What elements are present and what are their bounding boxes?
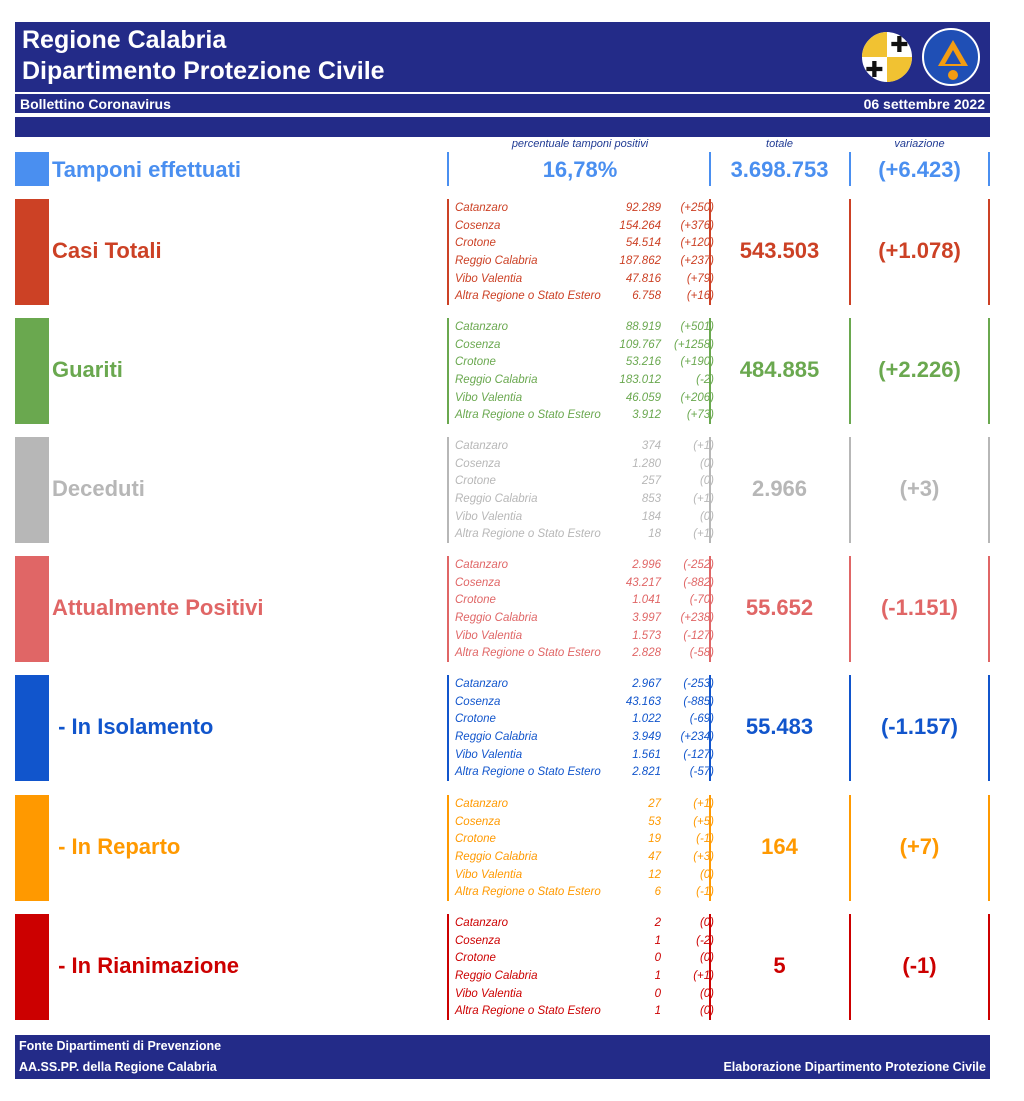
province-delta: (-127) [683,748,714,761]
province-row [455,407,717,425]
province-delta: (+1) [693,493,714,506]
province-name: Altra Regione o Stato Estero [455,528,601,541]
province-delta: (+1) [693,440,714,452]
province-delta: (0) [699,917,714,929]
province-name: Cosenza [455,695,501,708]
province-name: Altra Regione o Stato Estero [455,1005,601,1018]
attualmente-positivi-label: Attualmente Positivi [52,595,264,620]
province-name: Catanzaro [455,202,509,214]
province-value: 88.919 [625,321,661,333]
province-row [455,491,717,509]
province-name: Reggio Calabria [455,970,538,983]
deceduti-variation: (+3) [899,476,940,501]
province-name: Cosenza [455,576,501,589]
divider [447,318,449,424]
province-value: 0 [654,952,661,965]
deceduti-label: Deceduti [52,476,145,501]
province-name: Catanzaro [455,440,509,452]
province-row [455,235,717,253]
province-row [455,438,717,456]
province-row [455,218,717,236]
province-delta: (-885) [683,695,714,708]
province-name: Vibo Valentia [455,272,523,285]
footer-source-2: AA.SS.PP. della Regione Calabria [19,1060,217,1074]
province-delta: (-69) [689,713,714,726]
tamponi-variation: (+6.423) [878,157,961,182]
province-name: Reggio Calabria [455,851,538,864]
in-rianimazione-variation: (-1) [902,953,937,978]
province-value: 43.217 [625,576,661,589]
province-row [455,694,717,712]
divider [447,556,449,662]
guariti-province-list [455,319,717,425]
province-row [455,288,717,306]
calabria-crest-icon: ✚ ✚ [860,30,914,84]
province-delta: (+120) [680,237,714,250]
province-value: 1.573 [632,629,661,642]
in-rianimazione-swatch [15,914,49,1020]
row-deceduti [15,437,990,543]
attualmente-positivi-province-list [455,557,717,663]
divider [988,437,990,543]
province-name: Vibo Valentia [455,748,523,761]
guariti-variation: (+2.226) [878,357,961,382]
province-row [455,557,717,575]
province-delta: (-127) [683,629,714,642]
province-row [455,645,717,663]
province-row [455,1003,717,1021]
row-casi-totali [15,199,990,305]
province-name: Crotone [455,475,496,488]
province-value: 154.264 [619,219,661,232]
province-name: Crotone [455,952,496,965]
variation-column-header: variazione [894,138,945,150]
province-delta: (+5) [693,815,714,828]
province-name: Altra Regione o Stato Estero [455,409,601,422]
province-delta: (+237) [680,255,714,268]
tamponi-total: 3.698.753 [730,157,829,182]
province-row [455,473,717,491]
province-delta: (+16) [686,290,714,303]
divider [849,437,851,543]
province-value: 2 [654,917,661,929]
province-value: 92.289 [625,202,661,214]
province-delta: (-2) [696,934,714,947]
row-in-rianimazione [15,914,990,1020]
province-value: 43.163 [625,695,661,708]
province-row [455,592,717,610]
casi-totali-province-list [455,200,717,306]
guariti-total: 484.885 [739,357,820,382]
divider [988,152,990,186]
province-value: 1.041 [632,594,661,607]
province-name: Vibo Valentia [455,868,523,881]
attualmente-positivi-variation: (-1.151) [880,595,959,620]
province-row [455,950,717,968]
province-name: Reggio Calabria [455,255,538,268]
province-value: 12 [648,868,661,881]
province-delta: (+238) [680,612,714,625]
divider [447,675,449,781]
divider [988,556,990,662]
province-row [455,628,717,646]
footer-bar [15,1035,990,1079]
divider [447,795,449,901]
province-name: Catanzaro [455,917,509,929]
in-reparto-variation: (+7) [899,834,940,859]
row-attualmente-positivi [15,556,990,662]
province-row [455,884,717,902]
attualmente-positivi-total: 55.652 [745,595,814,620]
province-delta: (0) [699,457,714,470]
province-name: Catanzaro [455,798,509,810]
province-value: 187.862 [619,255,661,268]
province-delta: (+1) [693,970,714,983]
province-value: 3.997 [632,612,661,625]
province-delta: (0) [699,475,714,488]
province-name: Crotone [455,833,496,846]
province-delta: (+501) [680,321,714,333]
bulletin-title: Bollettino Coronavirus [20,96,171,112]
in-rianimazione-province-list [455,915,717,1021]
province-value: 0 [654,987,661,1000]
province-delta: (+190) [680,356,714,369]
province-value: 3.912 [632,409,661,422]
header-bar [15,22,990,115]
province-delta: (0) [699,510,714,523]
casi-totali-label: Casi Totali [52,238,162,263]
province-name: Crotone [455,356,496,369]
province-row [455,610,717,628]
province-delta: (+376) [680,219,714,232]
province-name: Catanzaro [455,321,509,333]
divider [988,914,990,1020]
province-value: 19 [648,833,661,846]
guariti-label: Guariti [52,357,123,382]
province-delta: (-882) [683,576,714,589]
casi-totali-variation: (+1.078) [878,238,961,263]
province-row [455,200,717,218]
title-region: Regione Calabria [22,26,227,54]
province-name: Vibo Valentia [455,987,523,1000]
province-name: Cosenza [455,219,501,232]
province-value: 2.821 [632,766,661,779]
province-row [455,933,717,951]
province-delta: (+1) [693,798,714,810]
row-tamponi [15,152,990,187]
province-row [455,390,717,408]
province-value: 54.514 [625,237,661,250]
province-row [455,253,717,271]
divider [988,318,990,424]
province-delta: (-253) [683,678,714,690]
pct-column-header: percentuale tamponi positivi [511,138,649,150]
deceduti-total: 2.966 [751,476,808,501]
province-delta: (+250) [680,202,714,214]
subheader-bar [15,92,990,115]
province-value: 47.816 [625,272,661,285]
province-row [455,509,717,527]
province-value: 2.828 [632,647,661,660]
province-delta: (0) [699,987,714,1000]
deceduti-swatch [15,437,49,543]
province-name: Altra Regione o Stato Estero [455,766,601,779]
divider [849,199,851,305]
divider [849,152,851,186]
in-reparto-province-list [455,796,717,902]
in-isolamento-total: 55.483 [745,714,814,739]
province-delta: (+3) [693,851,714,864]
province-name: Crotone [455,594,496,607]
divider [988,199,990,305]
in-reparto-total: 164 [761,834,798,859]
row-guariti [15,318,990,424]
in-reparto-label: - In Reparto [52,834,181,859]
in-isolamento-province-list [455,676,717,782]
divider [849,318,851,424]
divider [709,152,711,186]
in-isolamento-swatch [15,675,49,781]
province-row [455,354,717,372]
province-row [455,764,717,782]
divider [447,914,449,1020]
province-row [455,676,717,694]
province-value: 1.561 [632,748,661,761]
province-name: Reggio Calabria [455,374,538,387]
footer-elaboration: Elaborazione Dipartimento Protezione Civile [723,1060,986,1074]
province-name: Crotone [455,713,496,726]
province-row [455,456,717,474]
province-value: 3.949 [632,731,661,744]
province-value: 1 [654,970,661,983]
province-delta: (+79) [686,272,714,285]
province-name: Vibo Valentia [455,629,523,642]
province-delta: (-252) [683,559,714,571]
province-value: 184 [641,510,661,523]
province-value: 1.022 [632,713,661,726]
province-value: 18 [648,528,661,541]
in-rianimazione-label: - In Rianimazione [52,953,240,978]
in-rianimazione-total: 5 [773,953,786,978]
province-row [455,915,717,933]
province-name: Cosenza [455,934,501,947]
province-delta: (+1) [693,528,714,541]
header-band [15,117,990,137]
divider [988,675,990,781]
province-name: Cosenza [455,815,501,828]
guariti-swatch [15,318,49,424]
divider [447,152,449,186]
protezione-civile-logo-icon [922,28,980,86]
province-name: Reggio Calabria [455,612,538,625]
province-value: 109.767 [619,338,661,351]
province-row [455,372,717,390]
province-row [455,747,717,765]
province-row [455,968,717,986]
province-name: Altra Regione o Stato Estero [455,647,601,660]
divider [849,675,851,781]
province-delta: (-2) [696,374,714,387]
province-value: 1 [654,1005,661,1018]
tamponi-label: Tamponi effettuati [52,157,242,182]
province-name: Altra Regione o Stato Estero [455,886,601,899]
province-row [455,849,717,867]
bulletin-date: 06 settembre 2022 [863,96,985,112]
province-value: 53 [648,815,661,828]
province-name: Vibo Valentia [455,510,523,523]
province-value: 27 [648,798,661,810]
province-row [455,986,717,1004]
province-delta: (+206) [680,391,714,404]
province-delta: (0) [699,952,714,965]
province-value: 6 [654,886,661,899]
province-value: 47 [648,851,661,864]
casi-totali-swatch [15,199,49,305]
province-delta: (0) [699,868,714,881]
in-isolamento-variation: (-1.157) [880,714,959,739]
footer-source-1: Fonte Dipartimenti di Prevenzione [19,1039,222,1053]
province-value: 6.758 [632,290,661,303]
province-value: 183.012 [619,374,661,387]
title-department: Dipartimento Protezione Civile [22,57,385,85]
row-in-reparto [15,795,990,901]
province-value: 1.280 [632,457,661,470]
province-value: 374 [641,440,661,452]
province-delta: (-1) [696,886,714,899]
province-value: 53.216 [625,356,661,369]
divider [447,437,449,543]
province-row [455,575,717,593]
province-delta: (0) [699,1005,714,1018]
divider [849,914,851,1020]
province-row [455,337,717,355]
divider [849,556,851,662]
province-value: 46.059 [625,391,661,404]
total-column-header: totale [766,138,793,150]
province-row [455,711,717,729]
province-value: 1 [654,934,661,947]
tamponi-pct: 16,78% [542,157,618,182]
province-delta: (+73) [686,409,714,422]
province-row [455,319,717,337]
province-delta: (-58) [689,647,714,660]
province-row [455,867,717,885]
tamponi-swatch [15,152,49,186]
in-reparto-swatch [15,795,49,901]
province-value: 2.967 [632,678,661,690]
province-delta: (-70) [689,594,714,607]
province-value: 257 [641,475,661,488]
province-name: Vibo Valentia [455,391,523,404]
attualmente-positivi-swatch [15,556,49,662]
province-value: 2.996 [632,559,661,571]
province-name: Catanzaro [455,678,509,690]
province-delta: (-1) [696,833,714,846]
province-name: Reggio Calabria [455,731,538,744]
province-name: Altra Regione o Stato Estero [455,290,601,303]
province-row [455,796,717,814]
province-name: Reggio Calabria [455,493,538,506]
deceduti-province-list [455,438,717,544]
divider [447,199,449,305]
province-row [455,271,717,289]
province-value: 853 [641,493,661,506]
province-name: Cosenza [455,338,501,351]
casi-totali-total: 543.503 [739,238,820,263]
province-name: Cosenza [455,457,501,470]
province-delta: (+1258) [674,338,714,351]
province-row [455,729,717,747]
in-isolamento-label: - In Isolamento [52,714,214,739]
province-delta: (+234) [680,731,714,744]
province-row [455,814,717,832]
province-name: Crotone [455,237,496,250]
divider [988,795,990,901]
province-row [455,831,717,849]
province-row [455,526,717,544]
province-delta: (-57) [689,766,714,779]
row-in-isolamento [15,675,990,781]
divider [849,795,851,901]
province-name: Catanzaro [455,559,509,571]
